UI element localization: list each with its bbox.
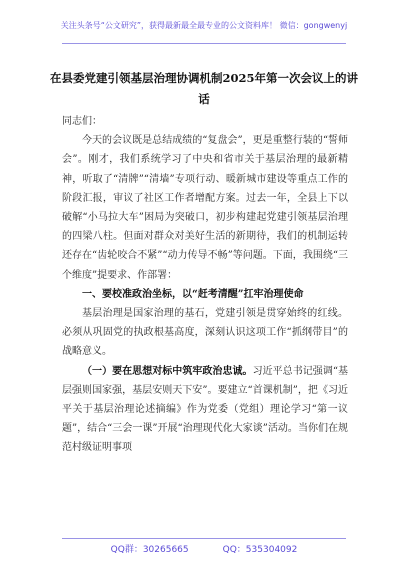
- section-heading-1: 一、要校准政治坐标，以“赶考清醒”扛牢治理使命: [82, 288, 304, 300]
- document-body: [62, 112, 348, 458]
- document-title: 在县委党建引领基层治理协调机制2025年第一次会议上的讲话: [50, 71, 359, 106]
- paragraph-subsection-1: [62, 362, 348, 458]
- promo-banner: 关注头条号“公文研究”，获得最新最全最专业的公文资料库！ 微信：gongwenyj: [60, 21, 348, 30]
- paragraph-intro: 今天的会议既是总结成绩的“复盘会”，更是重整行装的“誓师会”。刚才，我们系统学习了中央和省市关于基层治理的最新精神，听取了“清牌”“清墙”专项行动、暖新城市建设等重点工作的阶段汇报，审议了社区工作者增配方案。过去一年，全县上下以破解“小马拉大车”困局为突破口，初步构建起党建引领基层治理的四梁八柱。但面对群众对美好生活的新期待，我们的机制运转还存在“齿轮咬合不紧”“动力传导不畅”等问题。下面，我围绕“三个维度”提要求、作部署：: [62, 135, 348, 281]
- footer-contact: [0, 542, 408, 555]
- footer-divider: [62, 538, 346, 539]
- footer-qq: QQ：535304092: [222, 545, 298, 555]
- subsection-text-1: 习近平总书记强调“基层强则国家强，基层安则天下安”。要建立“首课机制”，把《习近平关于基层治理论述摘编》作为党委（党组）理论学习“第一议题”，结合“三会一课”开展“治理现代化大家谈”活动。当你们在规范村级证明事项: [62, 365, 348, 454]
- footer-qq-group: QQ群：30265665: [110, 545, 189, 555]
- subsection-label-1: （一）要在思想对标中筑牢政治忠诚。: [82, 365, 253, 377]
- paragraph-section-1: 基层治理是国家治理的基石，党建引领是贯穿始终的红线。必须从巩固党的执政根基高度，深刻认识这项工作“抓纲带目”的战略意义。: [62, 308, 348, 358]
- salutation: 同志们：: [62, 116, 102, 127]
- promo-divider: [62, 43, 346, 44]
